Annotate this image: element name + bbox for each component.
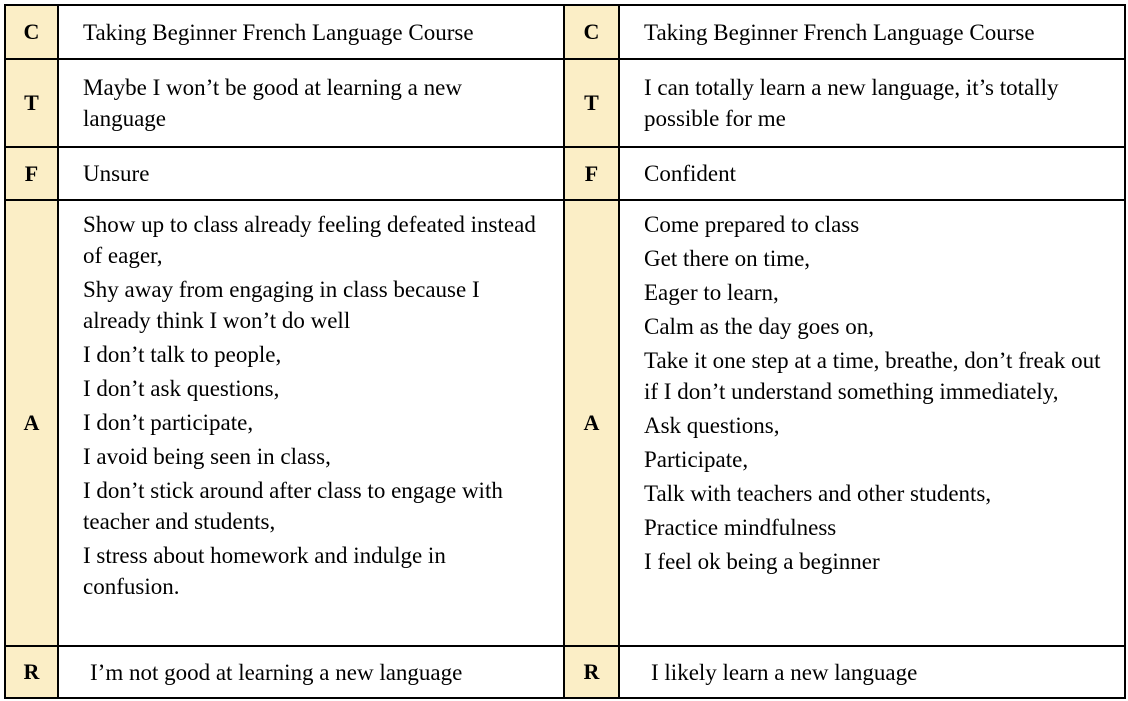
- key-r-left: R: [5, 646, 58, 698]
- key-f-left: F: [5, 147, 58, 200]
- action-item: I avoid being seen in class,: [83, 444, 331, 469]
- key-t-left: T: [5, 59, 58, 147]
- action-item: Eager to learn,: [644, 280, 779, 305]
- action-item: Take it one step at a time, breathe, don’t freak out if I don’t understand something immediately,: [644, 348, 1101, 404]
- action-item: I don’t ask questions,: [83, 376, 280, 401]
- action-item: I stress about homework and indulge in confusion.: [83, 543, 446, 599]
- circumstance-right: Taking Beginner French Language Course: [619, 5, 1125, 59]
- result-right: I likely learn a new language: [619, 646, 1125, 698]
- key-c-right: C: [564, 5, 619, 59]
- feeling-left: Unsure: [58, 147, 564, 200]
- action-item: Get there on time,: [644, 246, 811, 271]
- action-item: Practice mindfulness: [644, 515, 837, 540]
- action-item: Come prepared to class: [644, 212, 860, 237]
- ctfar-table: [4, 4, 1126, 699]
- action-item: I don’t talk to people,: [83, 342, 282, 367]
- action-item: I don’t stick around after class to engage with teacher and students,: [83, 478, 503, 534]
- action-item: I feel ok being a beginner: [644, 549, 880, 574]
- key-f-right: F: [564, 147, 619, 200]
- thought-left: Maybe I won’t be good at learning a new language: [58, 59, 564, 147]
- key-t-right: T: [564, 59, 619, 147]
- actions-left: [58, 200, 564, 646]
- row-action: [5, 200, 1125, 646]
- action-item: Shy away from engaging in class because I already think I won’t do well: [83, 277, 480, 333]
- key-a-right: A: [564, 200, 619, 646]
- action-item: Calm as the day goes on,: [644, 314, 874, 339]
- feeling-right: Confident: [619, 147, 1125, 200]
- action-item: Talk with teachers and other students,: [644, 481, 992, 506]
- thought-right: I can totally learn a new language, it’s totally possible for me: [619, 59, 1125, 147]
- key-r-right: R: [564, 646, 619, 698]
- key-a-left: A: [5, 200, 58, 646]
- action-item: Participate,: [644, 447, 749, 472]
- circumstance-left: Taking Beginner French Language Course: [58, 5, 564, 59]
- row-thought: [5, 59, 1125, 147]
- key-c-left: C: [5, 5, 58, 59]
- row-result: [5, 646, 1125, 698]
- actions-right: [619, 200, 1125, 646]
- action-item: I don’t participate,: [83, 410, 254, 435]
- action-item: Ask questions,: [644, 413, 780, 438]
- action-item: Show up to class already feeling defeated instead of eager,: [83, 212, 536, 268]
- row-feeling: [5, 147, 1125, 200]
- row-circumstance: [5, 5, 1125, 59]
- result-left: I’m not good at learning a new language: [58, 646, 564, 698]
